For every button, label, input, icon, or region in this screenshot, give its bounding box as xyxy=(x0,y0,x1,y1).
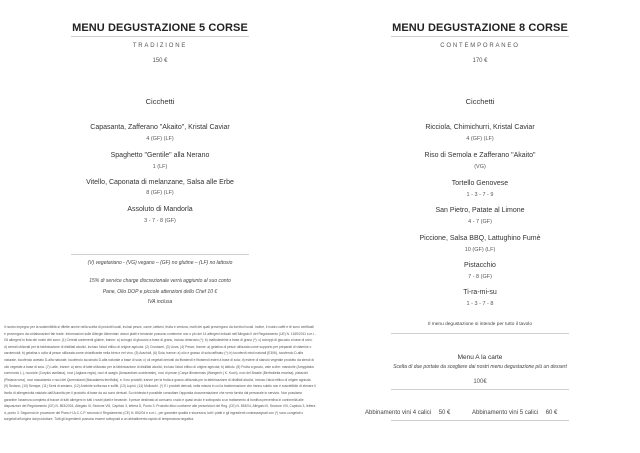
wine-pairing-4 xyxy=(365,410,450,416)
vat-note: IVA inclusa xyxy=(147,299,173,305)
menu-title: MENU DEGUSTAZIONE 5 CORSE xyxy=(72,22,248,34)
wine-pairing-label: Abbinamento vini 5 calici xyxy=(472,410,539,416)
dish-allergens: 3 - 7 - 8 (GF) xyxy=(144,218,176,224)
dish-allergens: 4 - 7 (GF) xyxy=(468,219,492,225)
menu-price: 170 € xyxy=(472,58,488,64)
menu-title: MENU DEGUSTAZIONE 8 CORSE xyxy=(392,22,568,34)
dish-allergens: 7 - 8 (GF) xyxy=(468,274,492,280)
dish-name: Piccione, Salsa BBQ, Lattughino Fumè xyxy=(419,235,541,242)
diet-legend: (V) vegetariano - (VG) vegano – (GF) no glutine – (LF) no lattosio xyxy=(87,260,233,266)
wine-pairing-label: Abbinamento vini 4 calici xyxy=(365,410,432,416)
service-charge-note: 15% di service charge discrezionale verrà aggiunto al suo conto xyxy=(89,278,231,284)
dish-name: Spaghetto "Gentile" alla Nerano xyxy=(110,152,210,159)
dish-name: Riso di Semola e Zafferano "Akaito" xyxy=(424,152,536,159)
a-la-carte-price: 100€ xyxy=(473,379,487,385)
dish-allergens: (VG) xyxy=(474,164,486,170)
a-la-carte-divider xyxy=(391,389,569,390)
dish-name: Capasanta, Zafferano "Akaito", Kristal Caviar xyxy=(90,124,230,131)
dish-allergens: 1 - 3 - 7 - 9 xyxy=(466,192,494,198)
wine-divider xyxy=(391,420,569,421)
a-la-carte-title: Menu A la carte xyxy=(457,354,503,361)
dish-name: Ti-ra-mi-su xyxy=(463,289,497,296)
menu-subtitle: TRADIZIONE xyxy=(132,43,188,49)
title-divider xyxy=(71,36,249,37)
dish-name: Ricciola, Chimichurri, Kristal Caviar xyxy=(425,124,535,131)
dish-name: Pistacchio xyxy=(464,262,496,269)
bread-cover-note: Pane, Olio DOP e piccole attenzioni dello Chef 10 € xyxy=(102,289,218,295)
menu-price: 150 € xyxy=(152,58,168,64)
title-divider xyxy=(391,36,569,37)
dish-name: San Pietro, Patate al Limone xyxy=(435,207,525,214)
dish-allergens: 1 (LF) xyxy=(152,164,168,170)
dish-name: Vitello, Caponata di melanzane, Salsa alle Erbe xyxy=(86,179,234,186)
menu-subtitle: CONTEMPORANEO xyxy=(440,43,520,49)
section-cicchetti: Cicchetti xyxy=(145,97,175,106)
dish-name: Tortello Genovese xyxy=(451,180,509,187)
menu-8-courses xyxy=(320,0,640,453)
section-divider xyxy=(71,254,249,255)
section-divider xyxy=(391,333,569,334)
allergen-notice: Il nostro impegno per la sostenibilità si riflette anche nella scelta di prodotti locali, inclusi pesce, carne, latticini, frutta e verdura, molti dei quali provengono da fornitori locali. Inoltre, il nostro caffè e tè sono certificati e provengono da collaborazioni fair trade. Informazioni sulle Allergie Alimentari: alcuni piatti e bevande possono contenere uno o più dei 14 allergeni indicati nell'Allegato II del Regolamento (UE) N. 1169/2011 s.m.i.. Gli allergeni in lista dei nostri cibi sono: (1) Cereali contenenti glutine, tranne: a) sciroppi di glucosio a base di grano, incluso destrosio (*); b) maltodestrine a base di grano (*); c) sciroppi di glucosio a base di orzo; d) cereali utilizzati per la fabbricazione di distillati alcolici, incluso l'alcol etilico di origine agricola. (2) Crostacei, (3) Uova, (4) Pesce, tranne: a) gelatina di pesce utilizzata come supporto per preparati di vitamine o carotenoidi; b) gelatina o colla di pesce utilizzata come chiarificante nella birra e nel vino. (5) Arachidi, (6) Soia, tranne: a) olio e grasso di soia raffinato (*); b) tocoferoli misti naturali (E306), tocoferolo D-alfa naturale, tocoferolo acetato D-alfa naturale, tocoferolo succinato D-alfa naturale a base di soia; c) oli vegetali derivati da fitosteroli e fitosteroli esteri a base di soia; d) estere di stanolo vegetale prodotto da steroli di olio vegetale a base di soia. (7) Latte, tranne: a) siero di latte utilizzato per la fabbricazione di distillati alcolici, incluso l'alcol etilico di origine agricola; b) lattiolo. (8) Frutta a guscio, vale a dire: mandorle (Amygdalus communis L.), nocciole (Corylus avellana), noci (Juglans regia), noci di acagiù (Anacardium occidentale), noci di pecan (Carya illinoinensis (Wangenh.) K. Koch), noci del Brasile (Bertholletia excelsa), pistacchi (Pistacia vera), noci macadamia o noci del Queensland (Macadamia ternifolia), e i loro prodotti, tranne per la frutta a guscio utilizzata per la fabbricazione di distillati alcolici, incluso l'alcol etilico di origine agricola. (9) Sedano, (10) Senape, (11) Semi di sesamo, (12) Anidride solforosa e solfiti, (13) Lupini, (14) Molluschi. (*) E i prodotti derivati, nella misura in cui la trasformazione che hanno subito non è suscettibile di elevare il livello di allergenicità valutato dall'Autorità per il prodotto di base da cui sono derivati. Su richiesta è possibile consultare l'apposita documentazione che verrà fornita dal personale in servizio. Non possiamo garantire l'assenza completa di tracce di tutti allergeni in tutti i nostri piatti e bevande. Il pesce destinato al consumo crudo e quasi crudo è sottoposto a un trattamento di bonifica preventiva in conformità alle disposizioni del Regolamento (CE) N. 853/2004, Allegato III, Sezione VIII, Capitolo 3, lettera D, Punto 3. Prodotto ittico conforme alle prescrizioni del Reg. (CE) N. 853/04, Allegato III, Sezione VIII, Capitolo 3, lettera d, punto 3. Seguendo le procedure del Piano H.A.C.C.P. secondo il Regolamento (CE) N. 852/04 e s.m.i., per garantire qualità e sicurezza, tutti i piatti e gli ingredienti contrassegnati con (*) sono congelati o surgelati all'origine dal produttore. Tutti gli ingredienti possono essere sottoposti a un abbattimento rapido di temperatura negativa. xyxy=(4,325,316,422)
dish-allergens: 8 (GF) (LF) xyxy=(146,190,174,196)
dish-allergens: 1 - 3 - 7 - 8 xyxy=(466,301,494,307)
a-la-carte-description: Scelta di due portate da scegliere dai nostri menu degustazione più un dessert xyxy=(393,364,567,370)
dish-allergens: 4 (GF) (LF) xyxy=(146,136,174,142)
dish-name: Assoluto di Mandorla xyxy=(127,206,193,213)
wine-pairing-5 xyxy=(472,410,557,416)
wine-pairing-price: 60 € xyxy=(545,410,558,416)
wine-pairing-price: 50 € xyxy=(438,410,451,416)
section-cicchetti: Cicchetti xyxy=(465,97,495,106)
dish-allergens: 4 (GF) (LF) xyxy=(466,136,494,142)
table-note: Il menu degustazione si intende per tutto il tavolo xyxy=(428,322,532,327)
dish-allergens: 10 (GF) (LF) xyxy=(464,247,496,253)
